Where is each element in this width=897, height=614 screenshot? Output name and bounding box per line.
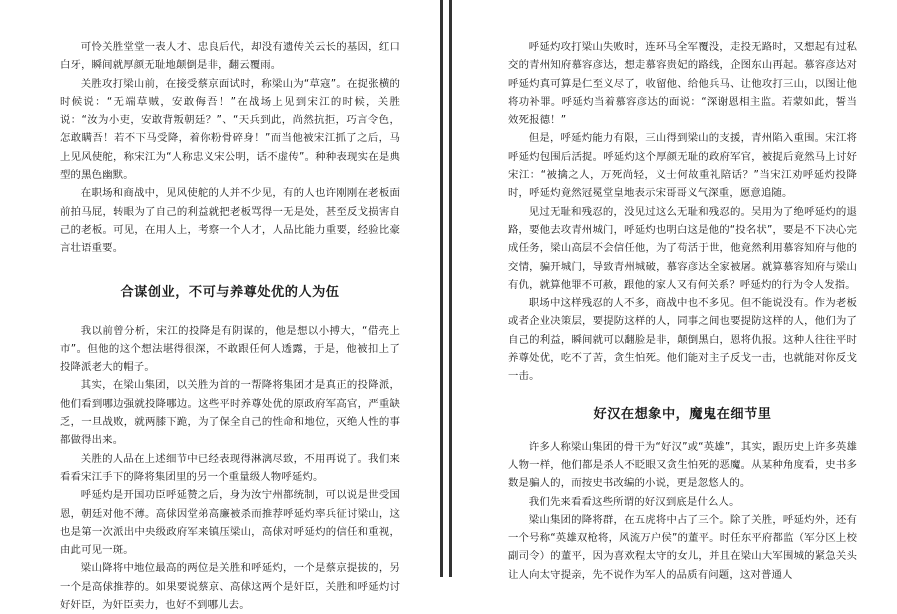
page-divider	[440, 0, 443, 577]
right-page-text	[508, 38, 857, 584]
paragraph: 呼延灼是开国功臣呼延赞之后，身为汝宁州都统制，可以说是世受国恩，朝廷对他不薄。高俅因堂弟高廉被杀而推荐呼延灼率兵征讨梁山，这也是第一次派出中央级政府军来镇压梁山，高俅对呼延灼的信任和重视，由此可见一斑。	[60, 489, 400, 557]
paragraph: 呼延灼攻打梁山失败时，连环马全军覆没，走投无路时，又想起有过私交的青州知府慕容彦达，想走慕容贵妃的路线，企图东山再起。慕容彦达对呼延灼真可算是仁至义尽了，收留他、给他兵马、让他攻打三山，以图让他将功补罪。呼延灼当着慕容彦达的面说：“深谢恩相主监。若蒙如此，誓当效死报德！”	[508, 41, 857, 127]
section-heading: 好汉在想象中，魔鬼在细节里	[593, 406, 772, 422]
paragraph: 可怜关胜堂堂一表人才、忠良后代，却没有遗传关云长的基因，红口白牙，瞬间就厚颜无耻地颠倒是非，翻云覆雨。	[60, 41, 400, 72]
paragraph: 职场中这样残忍的人不多，商战中也不多见。但不能说没有。作为老板或者企业决策层，要提防这样的人，同事之间也要提防这样的人，他们为了自己的利益，瞬间就可以翻脸是非，颠倒黑白，恩将仇报。这种人往往平时养尊处优，吃不了苦，贪生怕死。他们能对主子反戈一击，也就能对你反戈一击。	[508, 297, 857, 383]
section-heading: 合谋创业，不可与养尊处优的人为伍	[120, 284, 340, 300]
paragraph: 梁山降将中地位最高的两位是关胜和呼延灼，一个是蔡京提拔的，另一个是高俅推荐的。如果要说蔡京、高俅这两个是奸臣，关胜和呼延灼讨好奸臣，为奸臣卖力，也好不到哪儿去。	[60, 562, 400, 612]
left-page	[0, 0, 440, 612]
paragraph: 许多人称梁山集团的骨干为“好汉”或“英雄”，其实，跟历史上许多英雄人物一样，他们都是杀人不眨眼又贪生怕死的恶魔。从某种角度看，史书多数是骗人的，而按史书改编的小说，更是忽悠人的。	[508, 440, 857, 490]
paragraph: 我以前曾分析，宋江的投降是有阴谋的，他是想以小搏大，“借壳上市”。但他的这个想法堪得很深，不敢跟任何人透露，于是，他被扣上了投降派老大的帽子。	[60, 324, 400, 374]
paragraph: 我们先来看看这些所谓的好汉到底是什么人。	[528, 495, 740, 508]
paragraph: 关胜的人品在上述细节中已经表现得淋漓尽致，不用再说了。我们来看看宋江手下的降将集团里的另一个重量级人物呼延灼。	[60, 452, 400, 483]
paragraph: 见过无耻和残忍的，没见过这么无耻和残忍的。吴用为了绝呼延灼的退路，要他去攻青州城门，呼延灼也明白这是他的“投名状”，要是不下决心完成任务，梁山高层不会信任他，为了苟活于世，他竟然利用慕容知府与他的交情，骗开城门，导致青州城破，慕容彦达全家被屠。就算慕容知府与梁山有仇，就算他罪不可赦，跟他的家人又有何关系？呼延灼的行为令人发指。	[508, 205, 857, 291]
right-page	[452, 0, 897, 581]
paragraph: 梁山集团的降将群，在五虎将中占了三个。除了关胜，呼延灼外，还有一个号称“英雄双枪将，风流万户侯”的董平。时任东平府都监（军分区上校副司令）的董平，因为喜欢程太守的女儿，并且在梁山大军围城的紧急关头让人向太守提亲，先不说作为军人的品质有问题，这对普通人	[508, 513, 857, 581]
paragraph: 其实，在梁山集团，以关胜为首的一帮降将集团才是真正的投降派，他们看到哪边强就投降哪边。这些平时养尊处优的原政府军高官，严重缺乏，一旦战败，就两膝下跪，为了保全自己的性命和地位，灭绝人性的事都做得出来。	[60, 379, 400, 447]
paragraph: 关胜攻打梁山前，在接受蔡京面试时，称梁山为“草寇”。在捉张横的时候说：“无端草贼，安敢侮吾！”在战场上见到宋江的时候，关胜说：“汝为小吏，安敢背叛朝廷？”、“天兵到此，尚然抗拒，巧言令色，怎敢瞒吾！若不下马受降，着你粉骨碎身！”而当他被宋江抓了之后，马上见风使舵，称宋江为“人称忠义宋公明，话不虚传”。种种表现实在是典型的黑色幽默。	[60, 77, 400, 182]
paragraph: 在职场和商战中，见风使舵的人并不少见，有的人也许刚刚在老板面前拍马屁，转眼为了自己的利益就把老板骂得一无是处，甚至反戈损害自己的老板。可见，在用人上，考察一个人才，人品比能力重要，经验比豪言壮语重要。	[60, 187, 400, 255]
left-page-text	[60, 38, 400, 614]
paragraph: 但是，呼延灼能力有限，三山得到梁山的支援，青州陷入重围。宋江将呼延灼包围后活捉。呼延灼这个厚颜无耻的政府军官，被捉后竟然马上讨好宋江：“被擒之人，万死尚轻，义士何故重礼陪话？”当宋江劝呼延灼投降时，呼延灼竟然冠冕堂皇地表示宋哥哥义气深重，愿意追随。	[508, 132, 857, 200]
